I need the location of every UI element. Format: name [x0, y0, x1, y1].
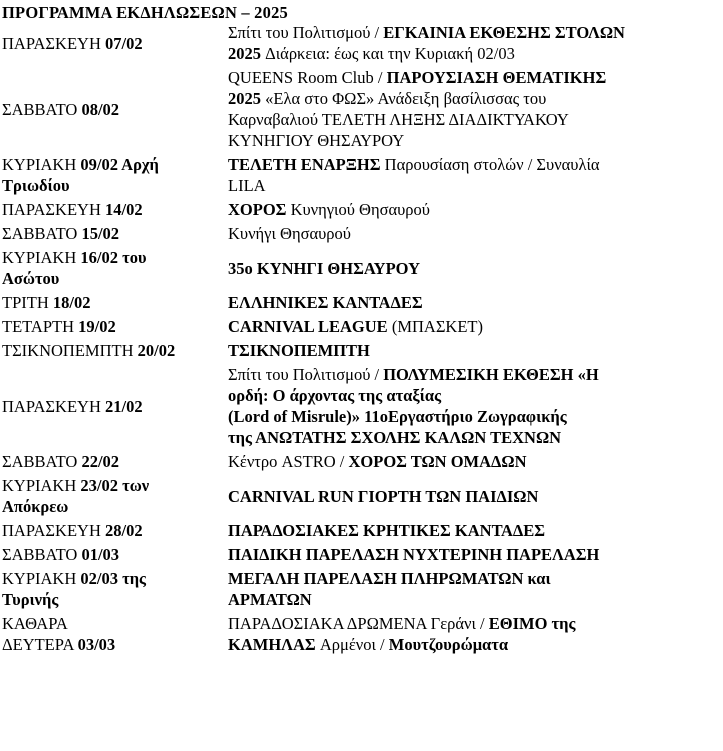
text-run: «Ελα στο ΦΩΣ» Ανάδειξη βασίλισσας του [265, 89, 547, 108]
event-row [0, 451, 723, 472]
text-run: 2025 [228, 89, 266, 108]
event-date [0, 223, 228, 244]
text-run: ΠΑΡΑΣΚΕΥΗ [2, 521, 105, 540]
text-run: ΣΑΒΒΑΤΟ [2, 545, 82, 564]
text-run: ΣΑΒΒΑΤΟ [2, 452, 82, 471]
text-run: ΜΕΓΑΛΗ ΠΑΡΕΛΑΣΗ ΠΛΗΡΩΜΑΤΩΝ και [228, 569, 551, 588]
event-description [228, 451, 723, 472]
event-line [228, 568, 723, 589]
event-line [228, 544, 723, 565]
date-line [2, 223, 228, 244]
text-run: ΧΟΡΟΣ ΤΩΝ ΟΜΑΔΩΝ [348, 452, 527, 471]
text-run: Αρμένοι / [319, 635, 389, 654]
text-run: 18/02 [52, 293, 91, 312]
date-line [2, 589, 228, 610]
event-description [228, 475, 723, 517]
text-run: Κυνήγι Θησαυρού [228, 224, 351, 243]
text-run: της ΑΝΩΤΑΤΗΣ ΣΧΟΛΗΣ ΚΑΛΩΝ ΤΕΧΝΩΝ [228, 428, 562, 447]
event-description [228, 364, 723, 448]
text-run: ΚΑΜΗΛΑΣ [228, 635, 320, 654]
event-row [0, 544, 723, 565]
text-run: ΠΑΡΑΣΚΕΥΗ [2, 33, 105, 53]
event-date [0, 475, 228, 517]
text-run: ΕΓΚΑΙΝΙΑ ΕΚΘΕΣΗΣ ΣΤΟΛΩΝ [383, 23, 625, 42]
text-run: ΚΥΝΗΓΙΟΥ ΘΗΣΑΥΡΟΥ [228, 131, 405, 150]
text-run: Κυνηγιού Θησαυρού [290, 200, 430, 219]
event-line [228, 109, 723, 130]
event-description [228, 544, 723, 565]
event-description [228, 520, 723, 541]
event-description [228, 154, 723, 196]
text-run: 19/02 [78, 317, 116, 336]
event-row [0, 199, 723, 220]
text-run: 08/02 [81, 99, 120, 119]
date-line [2, 154, 228, 175]
text-run: ΤΕΤΑΡΤΗ [2, 317, 79, 336]
event-date [0, 613, 228, 655]
date-line [2, 613, 228, 634]
page-title: ΠΡΟΓΡΑΜΜΑ ΕΚΔΗΛΩΣΕΩΝ – 2025 [2, 3, 288, 22]
event-date [0, 247, 228, 289]
text-run: 21/02 [104, 396, 143, 416]
text-run: QUEENS Room Club / [228, 68, 387, 87]
text-run: (Lord of Misrule)» 11οΕργαστήριο Ζωγραφικής [228, 407, 567, 426]
event-line [228, 258, 723, 279]
text-run: Σπίτι του Πολιτισμού / [228, 23, 384, 42]
events-table [0, 22, 723, 655]
text-run: Απόκρεω [2, 497, 69, 516]
event-line [228, 292, 723, 313]
text-run: ΣΑΒΒΑΤΟ [2, 99, 82, 119]
event-line [228, 175, 723, 196]
text-run: Σπίτι του Πολιτισμού / [228, 365, 384, 384]
text-run: 20/02 [137, 341, 176, 360]
event-date [0, 568, 228, 610]
date-line [2, 396, 228, 417]
text-run: Τυρινής [2, 590, 59, 609]
event-row [0, 316, 723, 337]
event-line [228, 634, 723, 655]
date-line [2, 475, 228, 496]
text-run: Μουτζουρώματα [388, 635, 509, 654]
text-run: Παρουσίαση στολών / Συναυλία [384, 155, 600, 174]
event-description [228, 292, 723, 313]
text-run: Καρναβαλιού ΤΕΛΕΤΗ ΛΗΞΗΣ ΔΙΑΔΙΚΤΥΑΚΟΥ [228, 110, 569, 129]
text-run: Διάρκεια: έως και την Κυριακή 02/03 [265, 44, 515, 63]
event-row [0, 292, 723, 313]
text-run: ΣΑΒΒΑΤΟ [2, 224, 82, 243]
event-line [228, 67, 723, 88]
text-run: 35ο ΚΥΝΗΓΙ ΘΗΣΑΥΡΟΥ [228, 258, 420, 278]
text-run: ορδή: Ο άρχοντας της αταξίας [228, 386, 442, 405]
event-line [228, 130, 723, 151]
text-run: 02/03 της [80, 569, 147, 588]
text-run: 15/02 [81, 224, 120, 243]
text-run: 22/02 [81, 452, 120, 471]
event-description [228, 316, 723, 337]
event-description [228, 568, 723, 610]
event-row [0, 364, 723, 448]
event-line [228, 340, 723, 361]
text-run: ΠΑΙΔΙΚΗ ΠΑΡΕΛΑΣΗ ΝΥΧΤΕΡΙΝΗ ΠΑΡΕΛΑΣΗ [228, 545, 600, 564]
event-date [0, 199, 228, 220]
event-line [228, 199, 723, 220]
event-line [228, 43, 723, 64]
event-row [0, 22, 723, 64]
text-run: ΚΥΡΙΑΚΗ [2, 248, 81, 267]
text-run: ΠΑΡΑΔΟΣΙΑΚΑ ΔΡΩΜΕΝΑ Γεράνι / [228, 614, 489, 633]
event-line [228, 88, 723, 109]
event-date [0, 22, 228, 64]
date-line [2, 268, 228, 289]
event-date [0, 544, 228, 565]
event-description [228, 613, 723, 655]
event-line [228, 427, 723, 448]
event-row [0, 247, 723, 289]
text-run: 14/02 [104, 200, 143, 219]
date-line [2, 520, 228, 541]
date-line [2, 99, 228, 120]
event-line [228, 613, 723, 634]
event-line [228, 385, 723, 406]
text-run: 09/02 Αρχή [80, 155, 159, 174]
event-line [228, 451, 723, 472]
text-run: ΤΣΙΚΝΟΠΕΜΠΤΗ [228, 341, 370, 360]
event-row [0, 475, 723, 517]
text-run: 07/02 [104, 33, 143, 53]
event-date [0, 67, 228, 151]
event-line [228, 520, 723, 541]
date-line [2, 568, 228, 589]
date-line [2, 634, 228, 655]
event-row [0, 340, 723, 361]
date-line [2, 292, 228, 313]
text-run: Ασώτου [2, 269, 60, 288]
date-line [2, 175, 228, 196]
event-line [228, 364, 723, 385]
text-run: ΚΑΘΑΡΑ [2, 614, 68, 633]
date-line [2, 496, 228, 517]
text-run: ΑΡΜΑΤΩΝ [228, 590, 312, 609]
event-line [228, 486, 723, 507]
event-line [228, 316, 723, 337]
event-row [0, 154, 723, 196]
text-run: CARNIVAL RUN ΓΙΟΡΤΗ ΤΩΝ ΠΑΙΔΙΩΝ [228, 486, 539, 506]
text-run: ΚΥΡΙΑΚΗ [2, 155, 81, 174]
text-run: ΕΘΙΜΟ της [488, 614, 576, 633]
event-date [0, 292, 228, 313]
text-run: ΠΑΡΑΔΟΣΙΑΚΕΣ ΚΡΗΤΙΚΕΣ ΚΑΝΤΑΔΕΣ [228, 521, 546, 540]
text-run: 03/03 [77, 635, 116, 654]
event-line [228, 154, 723, 175]
text-run: ΕΛΛΗΝΙΚΕΣ ΚΑΝΤΑΔΕΣ [228, 293, 423, 312]
text-run: 2025 [228, 44, 266, 63]
date-line [2, 340, 228, 361]
event-row [0, 568, 723, 610]
text-run: ΧΟΡΟΣ [228, 200, 291, 219]
text-run: ΤΕΛΕΤΗ ΕΝΑΡΞΗΣ [228, 155, 385, 174]
event-row [0, 223, 723, 244]
event-row [0, 520, 723, 541]
text-run: 23/02 των [80, 476, 150, 495]
text-run: ΠΑΡΟΥΣΙΑΣΗ ΘΕΜΑΤΙΚΗΣ [386, 68, 607, 87]
event-row [0, 67, 723, 151]
text-run: CARNIVAL LEAGUE [228, 317, 392, 336]
event-description [228, 67, 723, 151]
text-run: ΤΣΙΚΝΟΠΕΜΠΤΗ [2, 341, 138, 360]
event-description [228, 340, 723, 361]
text-run: Κέντρο ASTRO / [228, 452, 349, 471]
text-run: 28/02 [104, 521, 143, 540]
text-run: ΠΑΡΑΣΚΕΥΗ [2, 200, 105, 219]
text-run: ΚΥΡΙΑΚΗ [2, 569, 81, 588]
text-run: ΔΕΥΤΕΡΑ [2, 635, 78, 654]
text-run: 16/02 του [80, 248, 147, 267]
event-row [0, 613, 723, 655]
event-description [228, 22, 723, 64]
date-line [2, 247, 228, 268]
date-line [2, 199, 228, 220]
text-run: ΠΑΡΑΣΚΕΥΗ [2, 396, 105, 416]
date-line [2, 316, 228, 337]
date-line [2, 451, 228, 472]
text-run: ΚΥΡΙΑΚΗ [2, 476, 81, 495]
text-run: 01/03 [81, 545, 120, 564]
event-date [0, 451, 228, 472]
event-description [228, 223, 723, 244]
event-date [0, 316, 228, 337]
event-date [0, 340, 228, 361]
text-run: (ΜΠΑΣΚΕΤ) [391, 317, 483, 336]
events-table-body [0, 22, 723, 655]
event-line [228, 406, 723, 427]
text-run: LILA [228, 176, 266, 195]
text-run: Τριωδίου [2, 176, 70, 195]
event-line [228, 223, 723, 244]
event-date [0, 364, 228, 448]
event-description [228, 199, 723, 220]
event-description [228, 247, 723, 289]
text-run: ΤΡΙΤΗ [2, 293, 53, 312]
date-line [2, 544, 228, 565]
event-line [228, 589, 723, 610]
date-line [2, 33, 228, 54]
event-date [0, 154, 228, 196]
event-date [0, 520, 228, 541]
event-line [228, 22, 723, 43]
text-run: ΠΟΛΥΜΕΣΙΚΗ ΕΚΘΕΣΗ «Η [383, 365, 599, 384]
